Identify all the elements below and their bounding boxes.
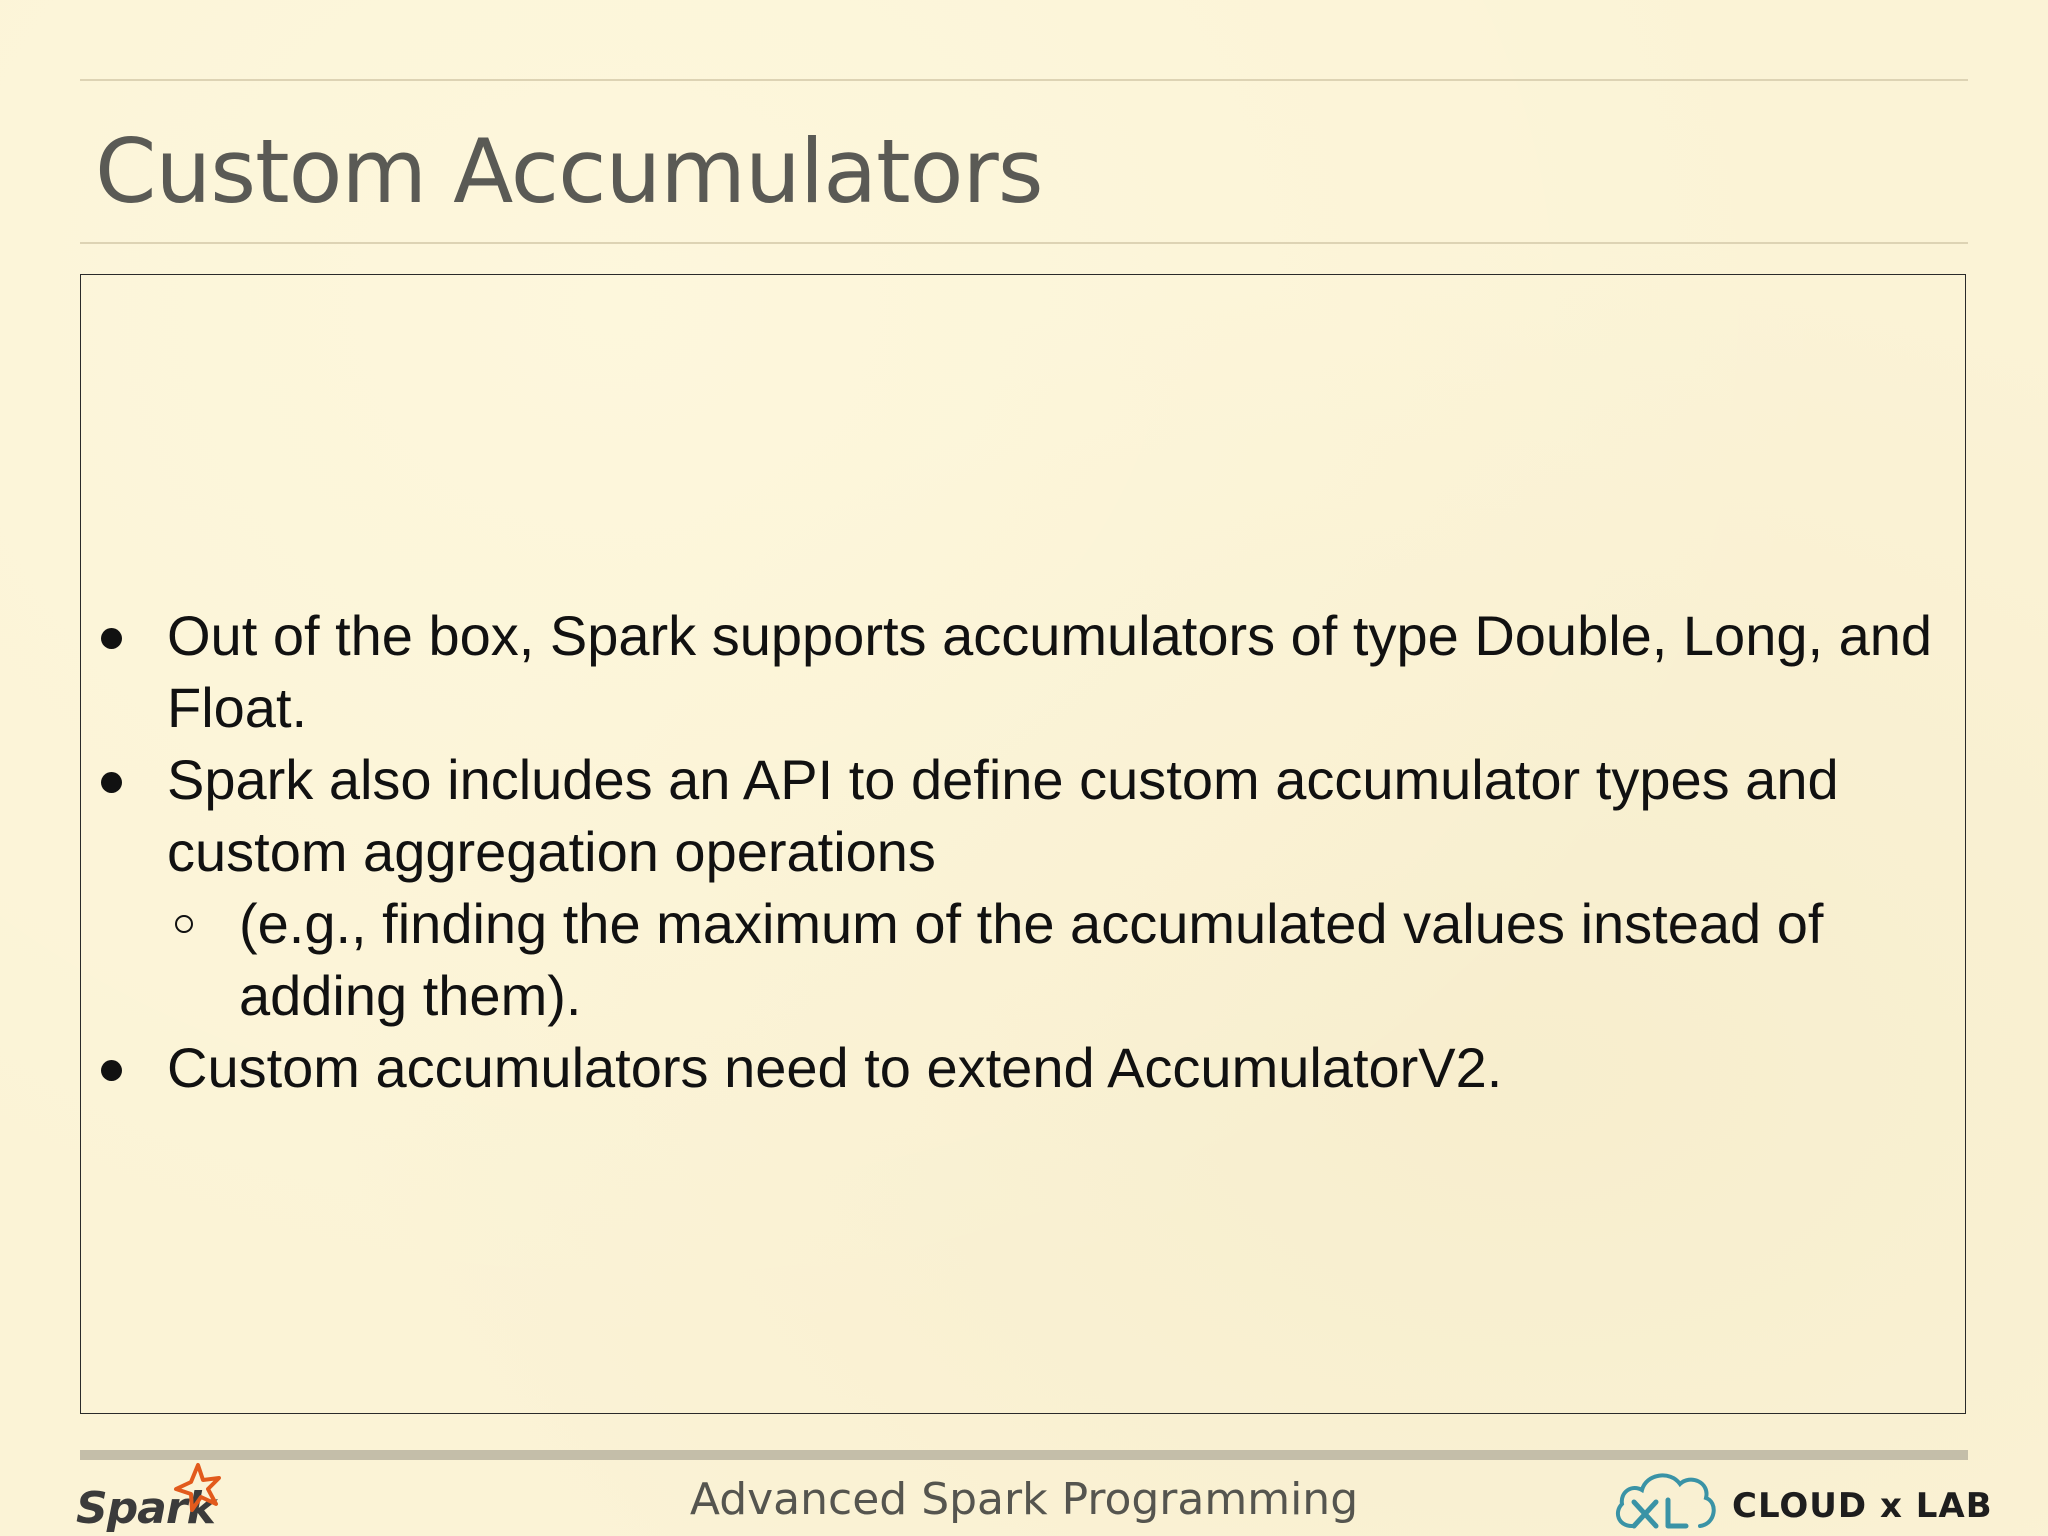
spark-logo-text: Spark (76, 1483, 215, 1534)
bullet-dot-icon (101, 772, 122, 793)
bullet-list (81, 600, 1967, 1104)
footer-divider (80, 1450, 1968, 1460)
content-box (80, 274, 1966, 1414)
bullet-dot-icon (101, 1060, 122, 1081)
footer-title: Advanced Spark Programming (689, 1474, 1359, 1525)
bullet-text: Out of the box, Spark supports accumulators of type Double, Long, and Float. (167, 604, 1933, 739)
bullet-text: Custom accumulators need to extend AccumulatorV2. (167, 1036, 1503, 1099)
top-divider (80, 79, 1968, 81)
cloudxlab-logo-text: CLOUD x LAB (1732, 1486, 1993, 1526)
title-divider (80, 242, 1968, 244)
bullet-dot-icon (101, 628, 122, 649)
bullet-item (81, 1032, 1967, 1104)
sub-bullet-text: (e.g., finding the maximum of the accumulated values instead of adding them). (239, 892, 1824, 1027)
bullet-item (81, 744, 1967, 888)
sub-bullet-ring-icon (175, 915, 193, 933)
bullet-item (81, 600, 1967, 744)
sub-bullet-item (81, 888, 1967, 1032)
cloudxlab-logo (1610, 1466, 1993, 1534)
slide-title: Custom Accumulators (95, 120, 1043, 223)
cloudxlab-cloud-icon (1610, 1466, 1720, 1534)
bullet-text: Spark also includes an API to define custom accumulator types and custom aggregation operations (167, 748, 1839, 883)
